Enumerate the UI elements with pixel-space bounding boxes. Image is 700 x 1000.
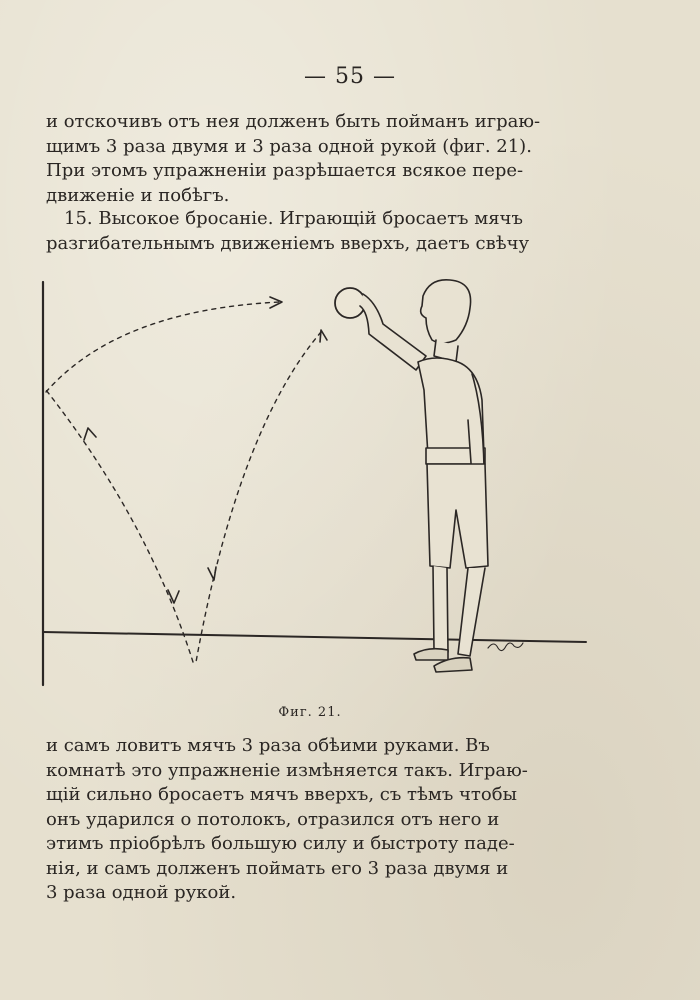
text-line: этимъ пріобрѣлъ большую силу и быстроту паде- [46,833,515,854]
text-line: комнатѣ это упражненіе измѣняется такъ. Играю- [46,759,528,781]
artist-signature [488,643,523,651]
boy-figure [360,280,488,672]
text-line: и самъ ловитъ мячъ 3 раза обѣими руками. Въ [46,735,490,756]
paragraph-high-throw [46,207,584,256]
figure-caption: Фиг. 21. [278,705,342,720]
text-line: 15. Высокое бросаніе. Играющій бросаетъ мячъ [64,208,523,229]
text-line: онъ ударился о потолокъ, отразился отъ него и [46,808,500,830]
paragraph-top [46,110,584,208]
text-line: щій сильно бросаетъ мячъ вверхъ, съ тѣмъ чтобы [46,784,517,805]
page-number: — 55 — [304,64,396,89]
floor-line [43,632,586,642]
text-line: нія, и самъ долженъ поймать его 3 раза двумя и [46,857,509,879]
text-line: разгибательнымъ движеніемъ вверхъ, даетъ свѣчу [46,232,530,254]
text-line: При этомъ упражненіи разрѣшается всякое пере- [46,160,524,181]
text-line: и отскочивъ отъ нея долженъ быть пойманъ играю- [46,111,541,132]
figure-ball-throw-illustration [38,270,590,690]
text-line: 3 раза одной рукой. [46,882,237,903]
ball [335,288,365,318]
text-line: движеніе и побѣгъ. [46,184,230,206]
text-line: щимъ 3 раза двумя и 3 раза одной рукой (фиг. 21). [46,135,532,157]
paragraph-bottom [46,734,584,906]
trajectory-arrows [84,297,327,603]
trajectory-dashes [46,302,321,662]
